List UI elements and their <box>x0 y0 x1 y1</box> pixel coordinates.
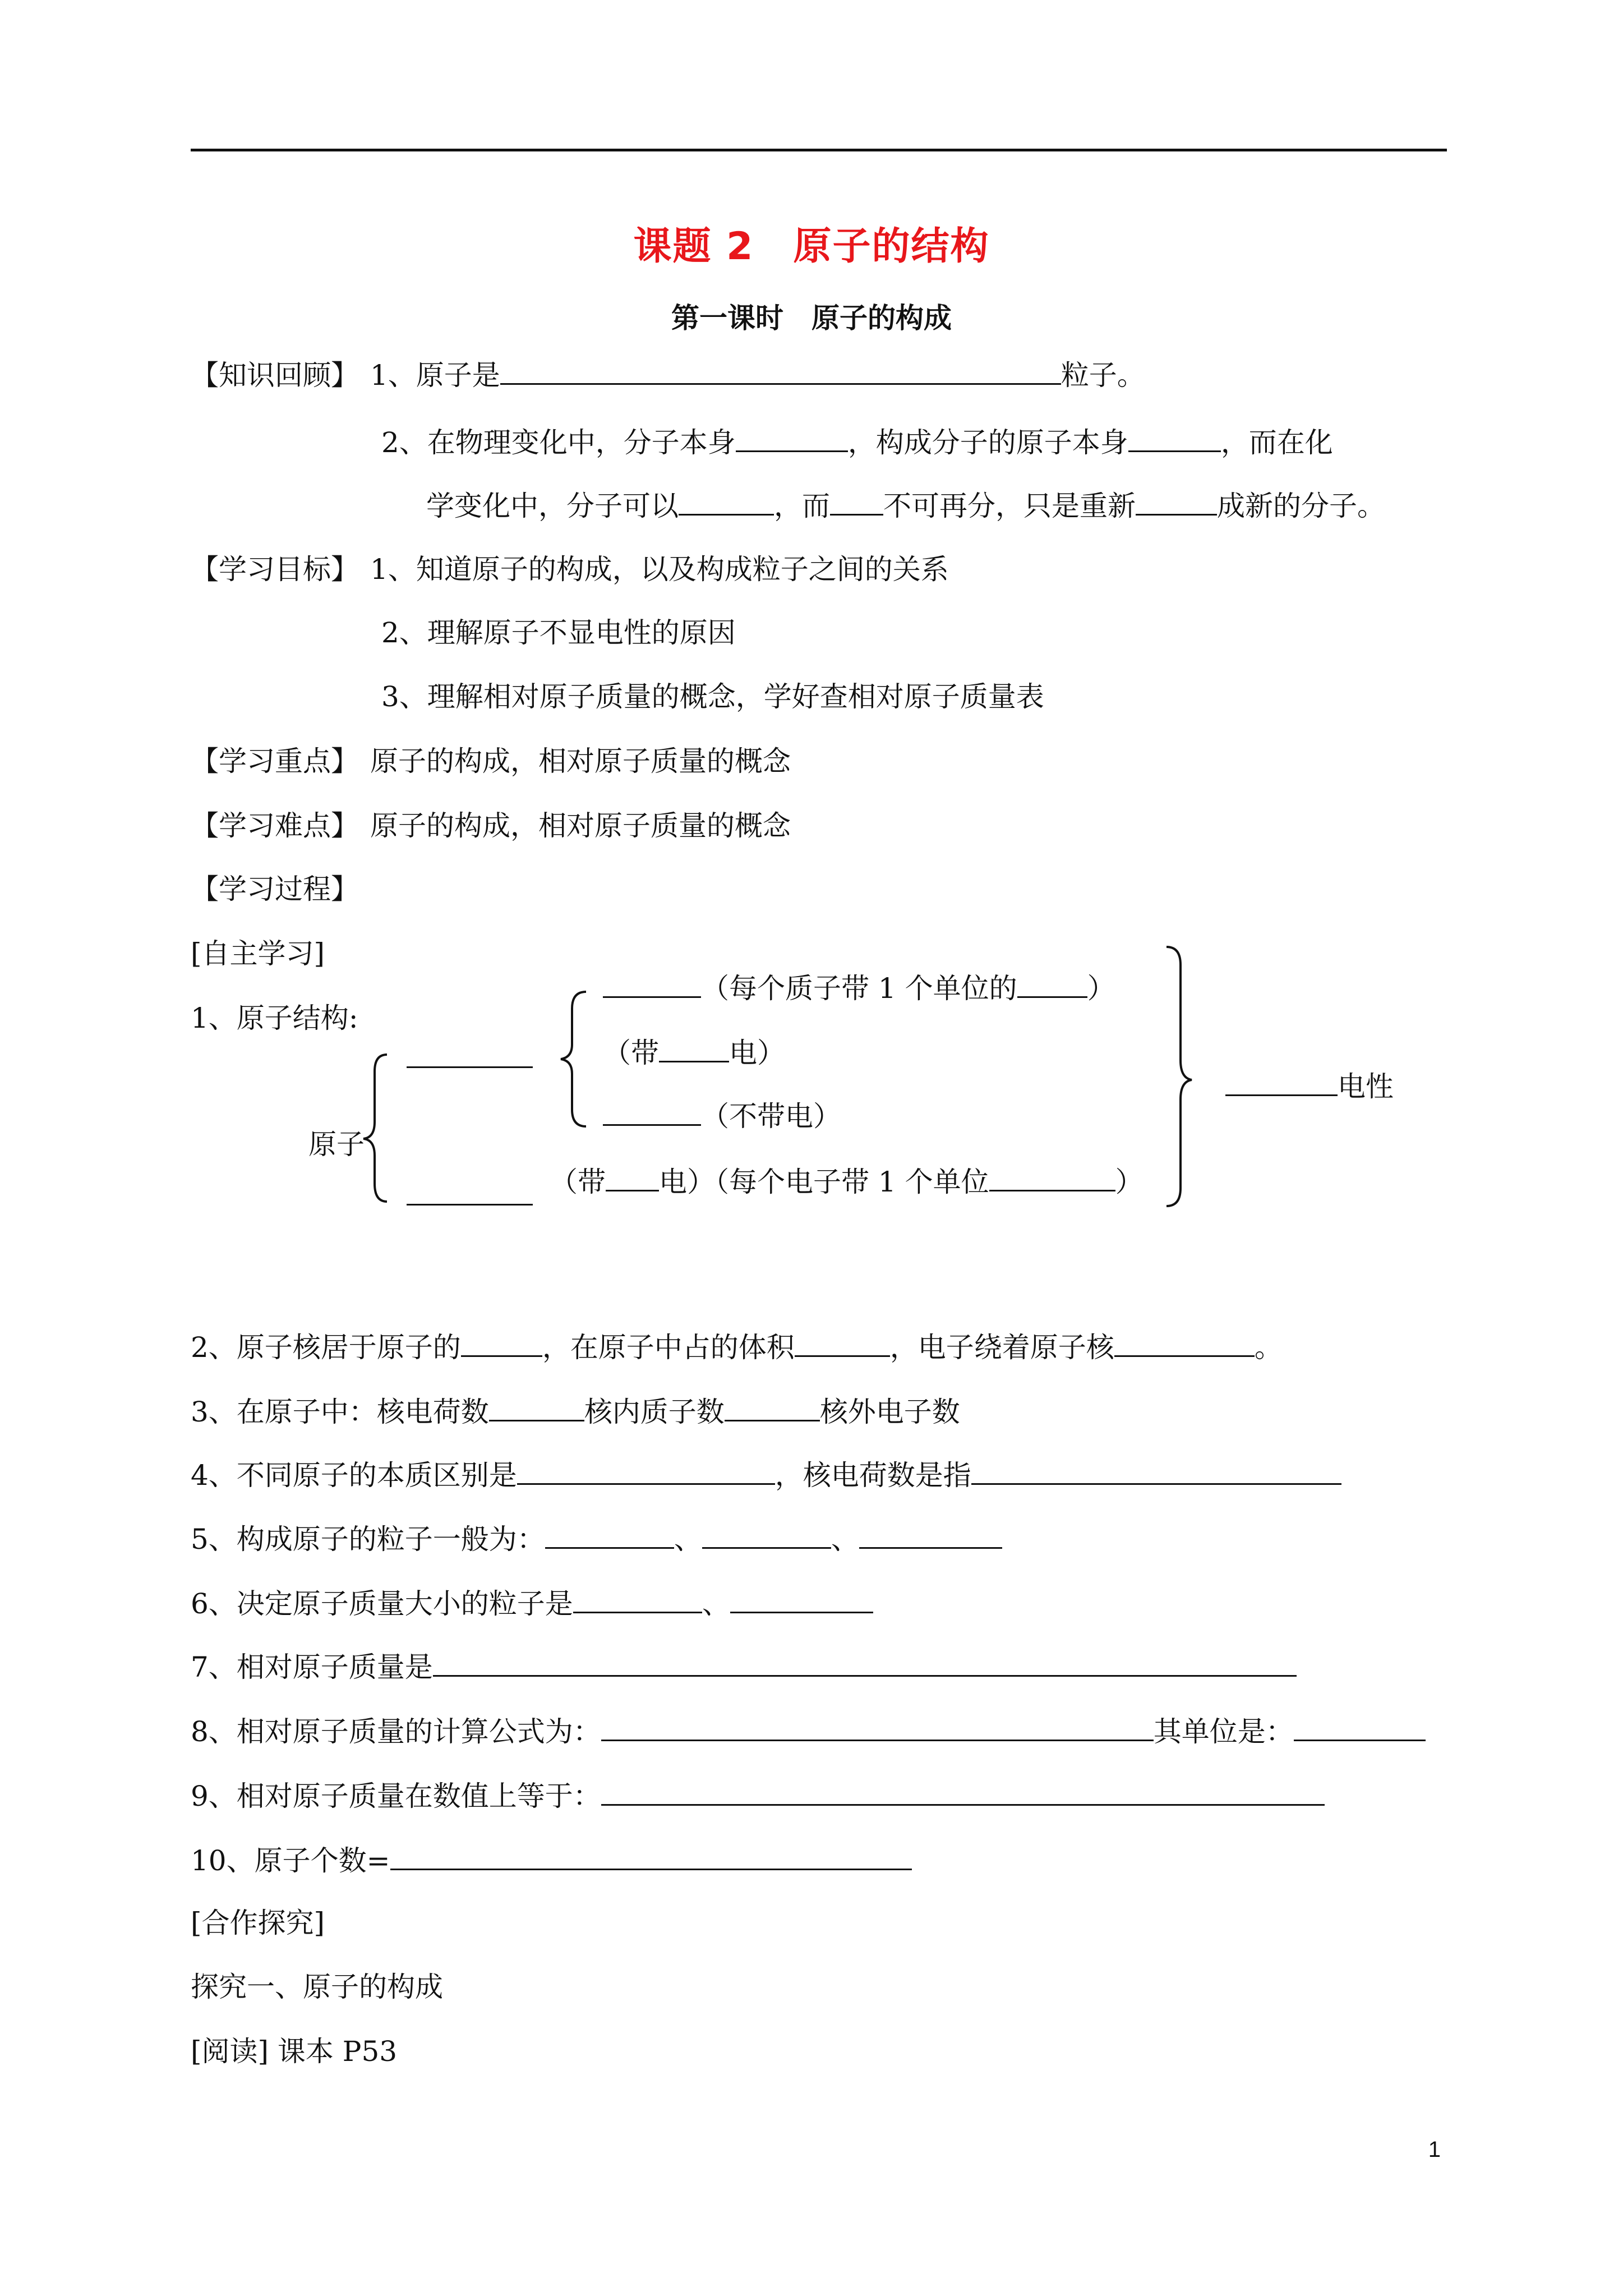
blank[interactable] <box>517 1457 775 1485</box>
blank[interactable] <box>545 1521 674 1549</box>
goals-line-1: 【学习目标】 1、知道原子的构成，以及构成粒子之间的关系 <box>191 553 949 586</box>
blank[interactable] <box>725 1394 820 1421</box>
blank[interactable] <box>461 1329 542 1357</box>
blank[interactable] <box>489 1394 584 1421</box>
neutron-row: （不带电） <box>603 1098 841 1133</box>
blank[interactable] <box>573 1586 702 1613</box>
difficulty-line: 【学习难点】 原子的构成，相对原子质量的概念 <box>191 809 791 842</box>
difficulty-label: 【学习难点】 <box>191 809 359 842</box>
review-line-3: 学变化中，分子可以 ，而 不可再分，只是重新 成新的分子。 <box>426 488 1385 523</box>
question-7: 7、相对原子质量是 <box>191 1649 1297 1684</box>
blank[interactable] <box>730 1586 873 1613</box>
question-9: 9、相对原子质量在数值上等于： <box>191 1778 1325 1813</box>
proton-row: （每个质子带 1 个单位的 ） <box>603 970 1115 1005</box>
goals-line-2: 2、理解原子不显电性的原因 <box>381 616 736 649</box>
electron-blank[interactable] <box>407 1178 533 1205</box>
goals-label: 【学习目标】 <box>191 553 359 586</box>
page-title: 课题 2 原子的结构 <box>633 224 990 269</box>
blank[interactable] <box>702 1521 831 1549</box>
page-number: 1 <box>1428 2137 1441 2162</box>
blank[interactable] <box>601 1714 1154 1741</box>
focus-label: 【学习重点】 <box>191 745 359 777</box>
reading-label: [阅读] 课本 P53 <box>191 2035 398 2068</box>
blank[interactable] <box>795 1329 890 1357</box>
process-label: 【学习过程】 <box>191 873 359 905</box>
self-study-label: [自主学习] <box>191 937 325 970</box>
focus-line: 【学习重点】 原子的构成，相对原子质量的概念 <box>191 745 791 777</box>
electron-row: （带 电）（每个电子带 1 个单位 ） <box>550 1164 1144 1199</box>
question-3: 3、在原子中：核电荷数 核内质子数 核外电子数 <box>191 1394 960 1429</box>
goals-line-3: 3、理解相对原子质量的概念，学好查相对原子质量表 <box>381 680 1044 713</box>
question-5: 5、构成原子的粒子一般为： 、 、 <box>191 1521 1002 1556</box>
review-line-2: 2、在物理变化中，分子本身 ，构成分子的原子本身 ，而在化 <box>381 425 1333 459</box>
page-subtitle: 第一课时 原子的构成 <box>671 302 952 334</box>
blank[interactable] <box>859 1521 1002 1549</box>
blank[interactable] <box>390 1843 912 1870</box>
blank[interactable] <box>601 1778 1325 1806</box>
blank[interactable] <box>1114 1329 1255 1357</box>
blank[interactable] <box>659 1035 729 1062</box>
review-line-1: 【知识回顾】 1、原子是 粒子。 <box>191 357 1145 392</box>
atom-label: 原子 <box>308 1128 365 1161</box>
blank[interactable] <box>989 1164 1115 1191</box>
question-2: 2、原子核居于原子的 ，在原子中占的体积 ，电子绕着原子核 。 <box>191 1329 1283 1364</box>
blank[interactable] <box>1017 970 1087 998</box>
proton-blank[interactable] <box>603 970 701 998</box>
charge-blank[interactable] <box>1225 1069 1338 1096</box>
blank[interactable] <box>971 1457 1341 1485</box>
question-8: 8、相对原子质量的计算公式为： 其单位是： <box>191 1714 1426 1749</box>
neutron-blank[interactable] <box>603 1098 701 1126</box>
blank[interactable] <box>1294 1714 1426 1741</box>
blank[interactable] <box>433 1649 1297 1677</box>
blank[interactable] <box>606 1164 659 1191</box>
nucleus-blank[interactable] <box>407 1041 533 1068</box>
review-label: 【知识回顾】 <box>191 359 359 392</box>
coop-label: [合作探究] <box>191 1907 325 1939</box>
question-4: 4、不同原子的本质区别是 ，核电荷数是指 <box>191 1457 1341 1492</box>
charge-row: 电性 <box>1225 1069 1394 1103</box>
structure-title: 1、原子结构: <box>191 1002 358 1034</box>
question-6: 6、决定原子质量大小的粒子是 、 <box>191 1586 873 1621</box>
explore-1: 探究一、原子的构成 <box>191 1971 443 2003</box>
nucleus-charge-row: （带 电） <box>603 1035 785 1070</box>
question-10: 10、原子个数= <box>191 1843 912 1878</box>
